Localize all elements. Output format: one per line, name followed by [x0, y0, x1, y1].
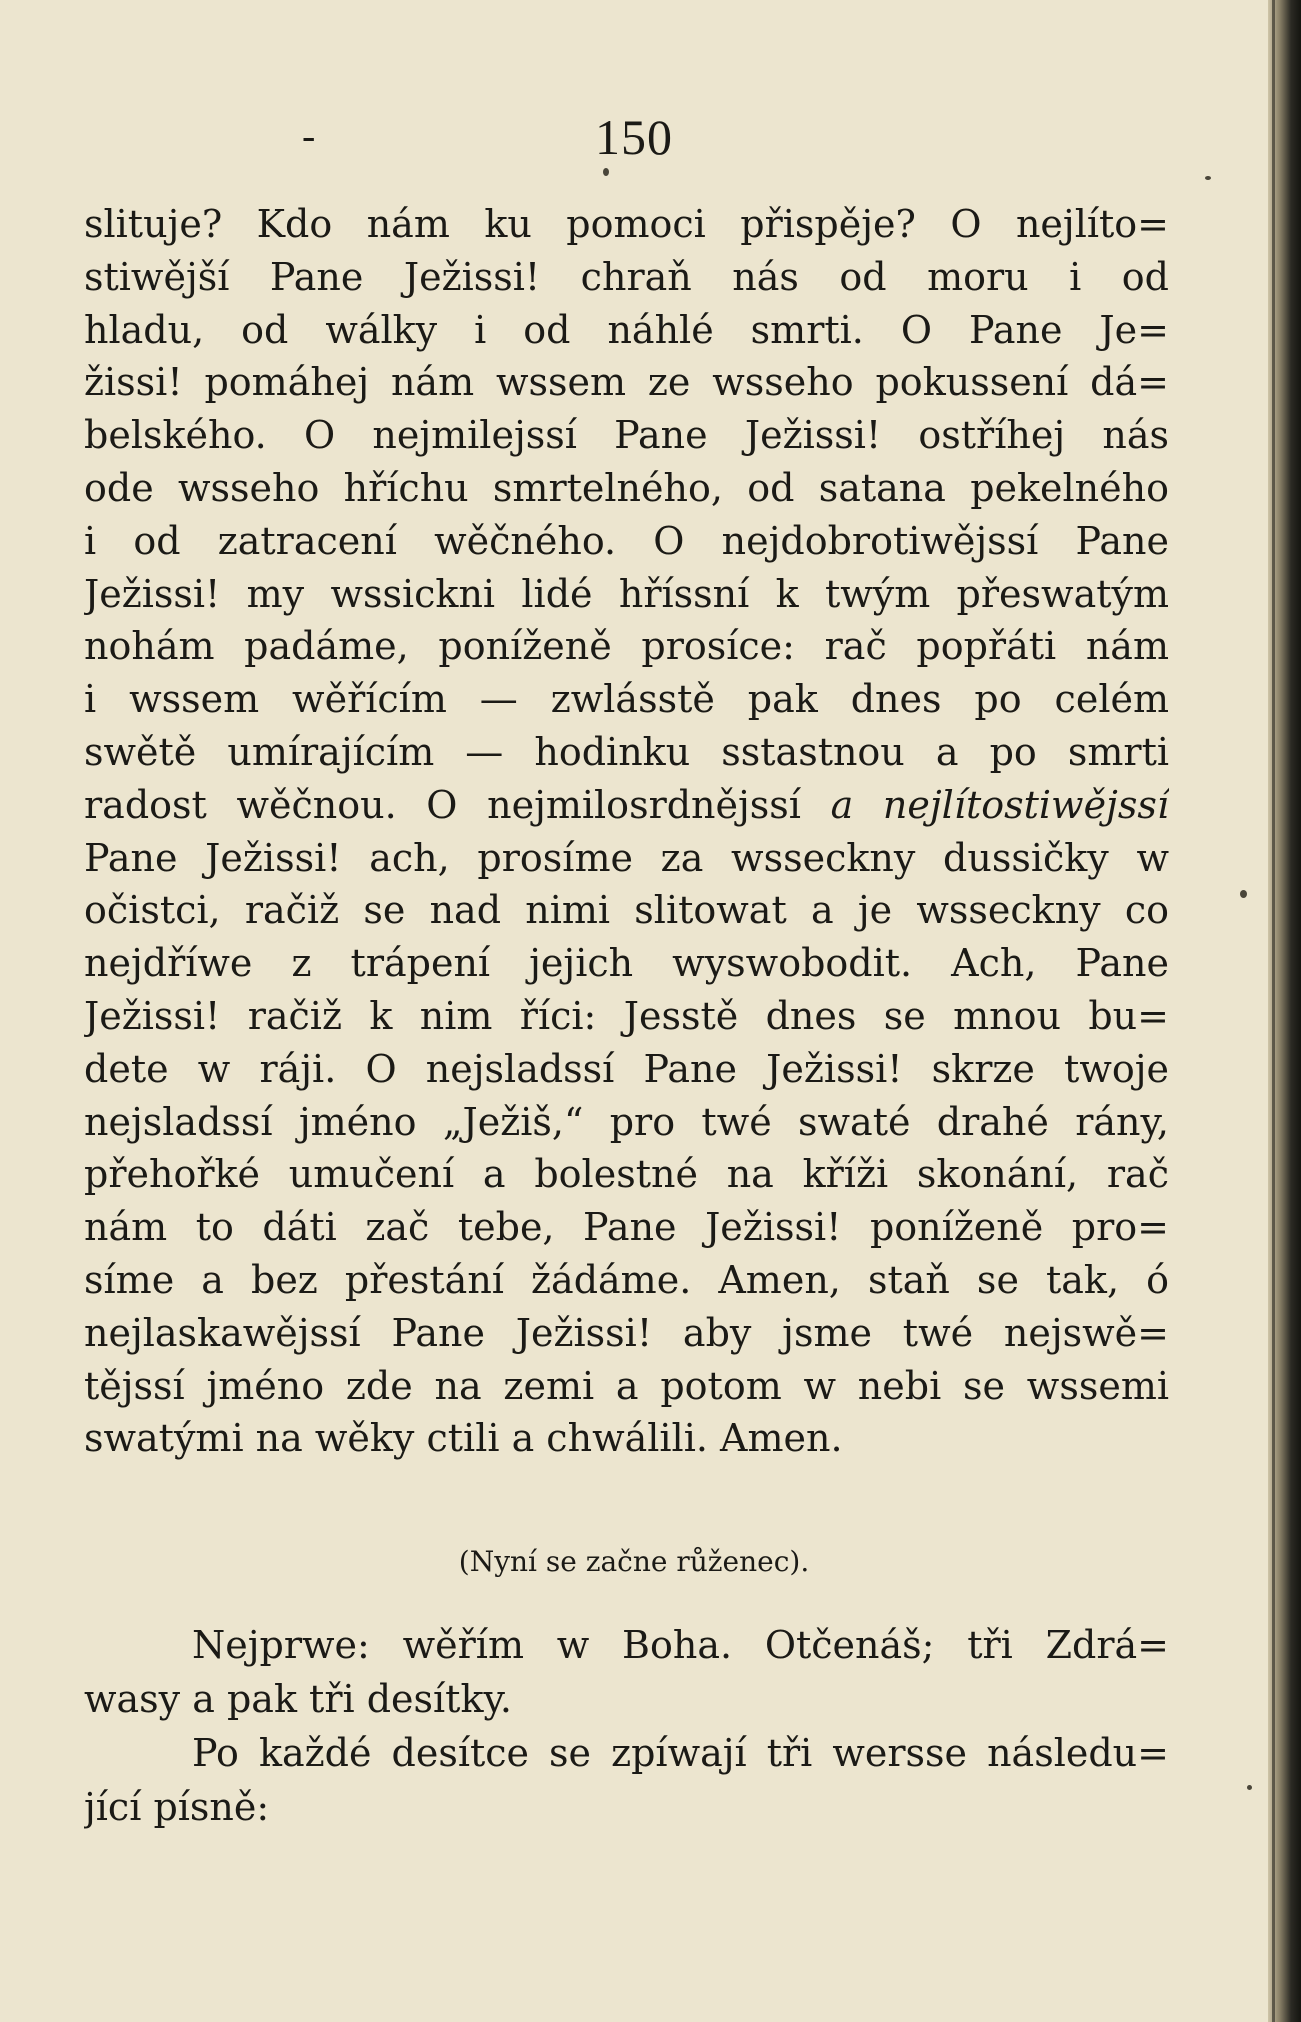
- page-edge-line: [1272, 0, 1275, 2022]
- text-line: jící písně:: [84, 1785, 270, 1829]
- page-number: 150: [595, 109, 673, 165]
- header-dash: -: [302, 113, 316, 158]
- rosary-note: (Nyní se začne růženec).: [458, 1545, 810, 1578]
- text-line: i wssem wěřícím — zwlásstě pak dnes po celém: [84, 677, 1169, 722]
- text-line: přehořké umučení a bolestné na kříži skonání, rač: [84, 1152, 1169, 1197]
- text-line: radost wěčnou. O nejmilosrdnějssí a nejlítostiwějssí: [84, 782, 1169, 827]
- text-line: tějssí jméno zde na zemi a potom w nebi se wssemi: [84, 1363, 1169, 1408]
- text-line: Ježissi! račiž k nim říci: Jesstě dnes se mnou bu=: [84, 993, 1169, 1038]
- ink-speck: [1240, 890, 1247, 898]
- text-line: hladu, od wálky i od náhlé smrti. O Pane Je=: [84, 307, 1169, 352]
- main-paragraph: [84, 198, 1169, 1465]
- ink-speck: [603, 168, 609, 176]
- text-line: očistci, račiž se nad nimi slitowat a je wsseckny co: [84, 888, 1169, 933]
- text-line: wasy a pak tři desítky.: [84, 1677, 512, 1721]
- text-line: Nejprwe: wěřím w Boha. Otčenáš; tři Zdrá=: [192, 1623, 1169, 1667]
- text-line: Pane Ježissi! ach, prosíme za wsseckny dussičky w: [84, 835, 1169, 880]
- text-line: belského. O nejmilejssí Pane Ježissi! ostříhej nás: [84, 413, 1169, 458]
- text-line: nejsladssí jméno „Ježiš,“ pro twé swaté drahé rány,: [84, 1099, 1169, 1144]
- text-line: síme a bez přestání žádáme. Amen, staň se tak, ó: [84, 1257, 1169, 1302]
- ink-speck: [1205, 176, 1211, 180]
- text-line: nejdříwe z trápení jejich wyswobodit. Ach, Pane: [84, 941, 1169, 986]
- text-line: slituje? Kdo nám ku pomoci přispěje? O nejlíto=: [84, 202, 1169, 246]
- text-line: žissi! pomáhej nám wssem ze wsseho pokussení dá=: [84, 360, 1169, 405]
- ink-speck: [1247, 1785, 1252, 1790]
- text-line: swatými na wěky ctili a chwálili. Amen.: [84, 1416, 843, 1461]
- text-line: Po každé desítce se zpíwají tři wersse následu=: [192, 1731, 1169, 1775]
- text-line: swětě umírajícím — hodinku sstastnou a po smrti: [84, 729, 1169, 774]
- text-line: nejlaskawějssí Pane Ježissi! aby jsme twé nejswě=: [84, 1310, 1169, 1355]
- text-line: Ježissi! my wssickni lidé hříssní k twým přeswatým: [84, 571, 1169, 616]
- instructions-paragraph: [84, 1618, 1169, 1834]
- text-line: i od zatracení wěčného. O nejdobrotiwějssí Pane: [84, 518, 1169, 563]
- text-line: stiwější Pane Ježissi! chraň nás od moru i od: [84, 254, 1169, 299]
- text-line: nám to dáti zač tebe, Pane Ježissi! poníženě pro=: [84, 1205, 1169, 1250]
- text-line: dete w ráji. O nejsladssí Pane Ježissi! skrze twoje: [84, 1046, 1169, 1091]
- text-line: nohám padáme, poníženě prosíce: rač popřáti nám: [84, 624, 1169, 669]
- italic-fragment: a nejlítostiwějssí: [830, 782, 1169, 827]
- text-line: ode wsseho hříchu smrtelného, od satana pekelného: [84, 465, 1169, 510]
